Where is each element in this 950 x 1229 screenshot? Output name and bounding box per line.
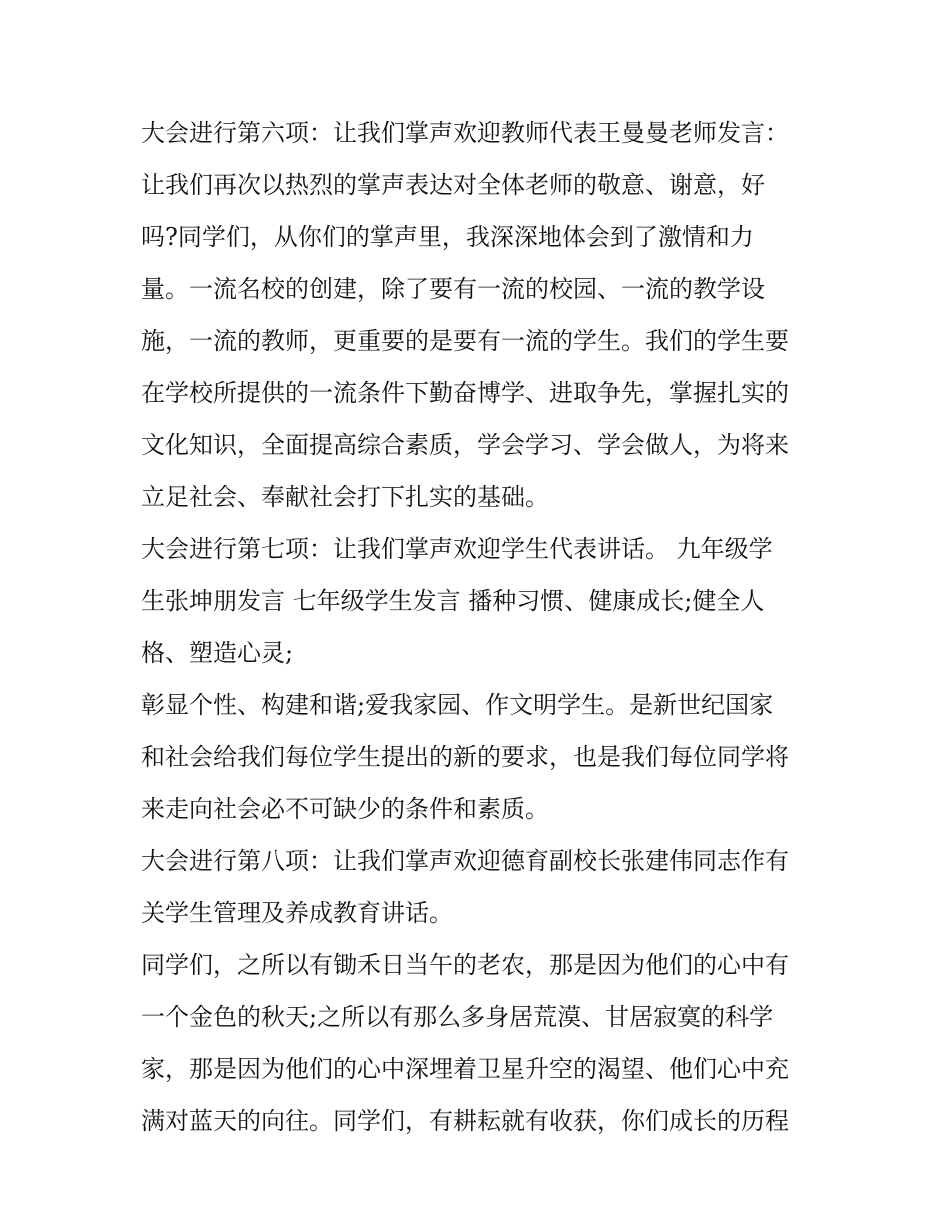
text-line: 立足社会、奉献社会打下扎实的基础。 [141,483,549,511]
text-line: 家，那是因为他们的心中深埋着卫星升空的渴望、他们心中充 [141,1055,789,1083]
text-line: 彰显个性、构建和谐;爱我家园、作文明学生。是新世纪国家 [141,691,774,719]
text-line: 来走向社会必不可缺少的条件和素质。 [141,795,549,823]
text-line: 文化知识，全面提高综合素质，学会学习、学会做人，为将来 [141,431,789,459]
text-line: 大会进行第七项：让我们掌声欢迎学生代表讲话。 九年级学 [141,535,773,563]
text-line: 一个金色的秋天;之所以有那么多身居荒漠、甘居寂寞的科学 [141,1003,774,1031]
text-line: 大会进行第六项：让我们掌声欢迎教师代表王曼曼老师发言： [141,119,789,147]
text-line: 和社会给我们每位学生提出的新的要求，也是我们每位同学将 [141,743,789,771]
text-line: 满对蓝天的向往。同学们，有耕耘就有收获，你们成长的历程 [141,1107,789,1135]
text-line: 生张坤朋发言 七年级学生发言 播种习惯、健康成长;健全人 [141,587,765,615]
text-line: 大会进行第八项：让我们掌声欢迎德育副校长张建伟同志作有 [141,847,789,875]
text-line: 让我们再次以热烈的掌声表达对全体老师的敬意、谢意，好 [141,171,765,199]
text-line: 关学生管理及养成教育讲话。 [141,899,453,927]
text-line: 量。一流名校的创建，除了要有一流的校园、一流的教学设 [141,275,765,303]
text-line: 施，一流的教师，更重要的是要有一流的学生。我们的学生要 [141,327,789,355]
text-line: 吗?同学们，从你们的掌声里，我深深地体会到了激情和力 [141,223,754,251]
text-line: 在学校所提供的一流条件下勤奋博学、进取争先，掌握扎实的 [141,379,789,407]
text-line: 同学们，之所以有锄禾日当午的老农，那是因为他们的心中有 [141,951,789,979]
document-body [141,107,821,1147]
text-line: 格、塑造心灵; [141,639,294,667]
